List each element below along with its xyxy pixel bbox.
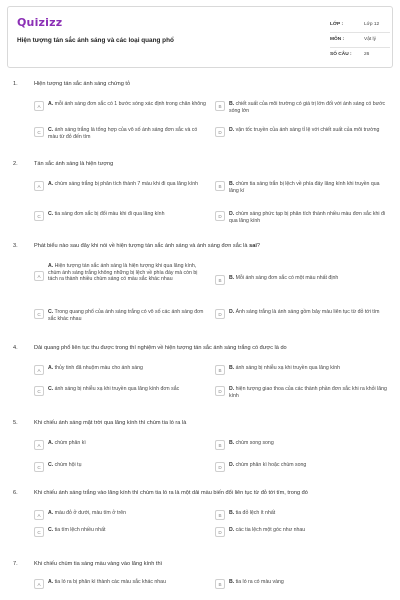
option-box: A — [34, 271, 44, 281]
option-text: A. Hiện tượng tán sắc ánh sáng là hiện tượng khi qua lăng kính, chùm ánh sáng trắng không những bị lệch về phía đáy mà còn bị tách ra thành nhiều chùm sáng có màu sắc khác nhau — [48, 263, 198, 283]
option-text: D. các tia lệch một góc như nhau — [229, 527, 306, 533]
option-text: C. Trong quang phổ của ánh sáng trắng có vô số các ánh sáng đơn sắc khác nhau — [48, 309, 204, 322]
option-text: A. chùm sáng trắng bị phân tích thành 7 màu khi đi qua lăng kính — [48, 181, 198, 187]
option-text: D. Ánh sáng trắng là ánh sáng gồm bảy màu liên tục từ đỏ tới tím — [229, 309, 380, 315]
option-text: C. chùm hội tụ — [48, 462, 82, 468]
option-text: D. hiện tượng giao thoa của các thành phần đơn sắc khi ra khỏi lăng kính — [229, 386, 387, 399]
option-box: A — [34, 579, 44, 589]
option-text: D. chùm phân kì hoặc chùm song — [229, 462, 307, 468]
question-text: Khi chiếu ánh sáng trắng vào lăng kính thì chùm tia ló ra là một dải màu biến đổi liên tục từ đỏ tới tím, trong đó — [34, 490, 308, 496]
option-box: A — [34, 101, 44, 111]
question-number: 7. — [13, 561, 18, 567]
meta-key: LỚP : — [330, 22, 344, 27]
option-text: B. chùm song song — [229, 440, 274, 446]
option-text: A. chùm phân kì — [48, 440, 86, 446]
option-box: A — [34, 181, 44, 191]
option-text: D. chùm sáng phức tạp bị phân tích thành nhiều màu đơn sắc khi đi qua lăng kính — [229, 211, 385, 224]
question-text: Tán sắc ánh sáng là hiện tượng — [34, 161, 114, 167]
option-box: B — [215, 275, 225, 285]
option-text: A. mỗi ánh sáng đơn sắc có 1 bước sóng xác định trong chân không — [48, 101, 206, 107]
meta-value: Lớp 12 — [364, 22, 380, 27]
option-text: B. tia ló ra có màu vàng — [229, 579, 284, 585]
option-text: C. tia sáng đơn sắc bị đổi màu khi đi qua lăng kính — [48, 211, 165, 217]
meta-key: MÔN : — [330, 37, 345, 42]
question-text: Khi chiếu chùm tia sáng màu vàng vào lăng kính thì — [34, 561, 163, 567]
option-box: C — [34, 127, 44, 137]
option-text: A. thủy tinh đã nhuộm màu cho ánh sáng — [48, 365, 143, 371]
option-text: C. ánh sáng bị nhiễu xạ khi truyền qua lăng kính đơn sắc — [48, 386, 180, 392]
option-box: B — [215, 440, 225, 450]
option-text: A. tia ló ra bị phân kì thành các màu sắc khác nhau — [48, 579, 166, 585]
option-box: B — [215, 510, 225, 520]
option-box: C — [34, 211, 44, 221]
option-box: D — [215, 211, 225, 221]
option-box: D — [215, 527, 225, 537]
option-box: D — [215, 462, 225, 472]
question-number: 6. — [13, 490, 18, 496]
option-box: C — [34, 309, 44, 319]
question-number: 5. — [13, 420, 18, 426]
meta-row-class — [330, 18, 390, 33]
question-text: Hiện tượng tán sắc ánh sáng chứng tỏ — [34, 81, 131, 87]
option-box: D — [215, 309, 225, 319]
meta-value: Vật lý — [364, 37, 376, 42]
question-text: Dải quang phổ liên tục thu được trong thí nghiệm về hiện tượng tán sắc ánh sáng trắng có được là do — [34, 345, 287, 351]
option-text: C. tia tím lệch nhiều nhất — [48, 527, 106, 533]
question-number: 1. — [13, 81, 18, 87]
question-number: 2. — [13, 161, 18, 167]
option-box: D — [215, 127, 225, 137]
option-box: D — [215, 386, 225, 396]
option-box: A — [34, 440, 44, 450]
question-number: 4. — [13, 345, 18, 351]
worksheet-meta — [330, 18, 390, 62]
option-text: A. màu đỏ ở dưới, màu tím ở trên — [48, 510, 126, 516]
option-box: A — [34, 510, 44, 520]
option-text: B. tia đỏ lệch ít nhất — [229, 510, 276, 516]
option-text: D. vận tốc truyền của ánh sáng tỉ lệ với chiết suất của môi trường — [229, 127, 380, 133]
option-box: C — [34, 386, 44, 396]
meta-row-subject — [330, 33, 390, 48]
question-text: Khi chiếu ánh sáng mặt trời qua lăng kính thì chùm tia ló ra là — [34, 420, 187, 426]
option-box: B — [215, 181, 225, 191]
option-box: B — [215, 365, 225, 375]
option-text: B. chiết suất của môi trường có giá trị lớn đối với ánh sáng có bước sóng lớn — [229, 101, 386, 114]
question-text: Phát biểu nào sau đây khi nói về hiện tượng tán sắc ánh sáng và ánh sáng đơn sắc là sai? — [34, 243, 260, 249]
quizizz-logo: Quizizz — [17, 16, 63, 29]
question-number: 3. — [13, 243, 18, 249]
option-text: B. chùm tia sáng trắn bị lệch về phía đáy lăng kính khi truyền qua lăng kí — [229, 181, 380, 194]
worksheet-header — [7, 6, 393, 68]
worksheet-title: Hiện tượng tán sắc ánh sáng và các loại quang phổ — [17, 37, 174, 44]
option-text: B. ánh sáng bị nhiễu xạ khi truyền qua lăng kính — [229, 365, 341, 371]
option-box: A — [34, 365, 44, 375]
option-box: B — [215, 101, 225, 111]
meta-value: 26 — [364, 52, 370, 57]
option-box: C — [34, 462, 44, 472]
option-box: B — [215, 579, 225, 589]
meta-key: SỐ CÂU : — [330, 52, 352, 57]
option-box: C — [34, 527, 44, 537]
option-text: B. Mỗi ánh sáng đơn sắc có một màu nhất định — [229, 275, 339, 281]
meta-row-count — [330, 48, 390, 62]
option-text: C. ánh sáng trắng là tổng hợp của vô số ánh sáng đơn sắc và có màu từ đỏ đến tím — [48, 127, 198, 140]
